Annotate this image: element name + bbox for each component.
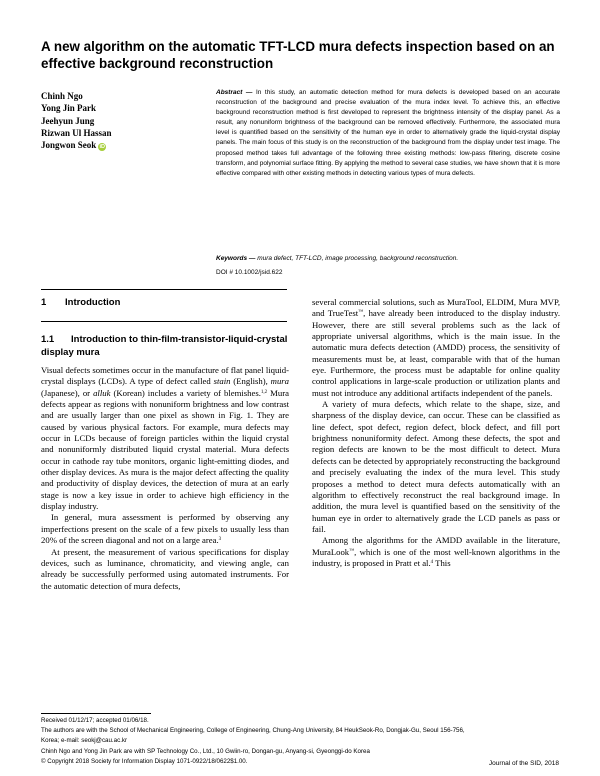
term: stain — [213, 376, 231, 387]
section-rule — [41, 289, 287, 290]
left-column — [41, 365, 289, 592]
text-run: , have already been introduced to the display industry. However, there are still several problems such as the lack of appropriate universal algorithms, which is the main issue. In the automatic mura defects detection (AMDD) process, the sensitivity of measurements must be, at least, comparable with that of the human eye. Furthermore, the process must be adaptable for online quality control applications in large-scale production or utilization plants and must not introduce any additional artifacts independent of the panels. — [312, 308, 560, 398]
section-rule — [41, 321, 287, 322]
text-run: (English), — [230, 376, 271, 387]
abstract — [216, 88, 560, 179]
trademark-symbol: ™ — [349, 548, 355, 554]
term: mura — [270, 376, 290, 387]
subsection-heading — [41, 333, 301, 359]
text-run: In general, mura assessment is performed by observing any imperfections present on the scale of a few pixels to usually less than 20% of the screen diagonal and not on a large area. — [41, 512, 289, 546]
text-run: Among the algorithms for the AMDD available in the literature, MuraLook — [312, 535, 560, 557]
section-number: 1 — [41, 297, 47, 308]
text-run: Mura defects appear as regions with nonuniform brightness and low contrast and are usually larger than one pixel as shown in Fig. 1. They are caused by various physical factors. For example, mura defects may occur in LCDs because of foreign particles within the liquid crystal and nonuniformly distributed liquid crystal material. Mura defects occur in cathode ray tube monitors, organic light-emitting diodes, and other display devices. As mura is the major defect affecting the quality and productivity of display devices, the detection of mura at an early stage is now a key issue in order to achieve high efficiency in the display industry. — [41, 387, 289, 512]
paragraph: A variety of mura defects, which relate to the shape, size, and sharpness of the display device, can occur. These can be classified as line defect, spot defect, region defect, block defect, and fill port brightness nonuniformity defect. Among these defects, the spot and region defects are known to be the most difficult to detect. Mura defects can be detected by appropriately reconstructing the background and precisely evaluating the index of the mura level. This study proposes a method to detect mura defects automatically with an algorithm to effectively reconstruct the real background image. In addition, the mura level is quantified based on the sensitivity of the human eye in order to alternatively grade the LCD panels as pass or fail. — [312, 399, 560, 534]
section-title: Introduction — [65, 297, 121, 308]
footnote-line: Chinh Ngo and Yong Jin Park are with SP Technology Co., Ltd., 10 Gwiin-ro, Dongan-gu, Anyang-si, Gyeonggi-do Korea — [41, 747, 370, 755]
paragraph — [312, 535, 560, 569]
author-name: Jongwon Seok — [41, 140, 97, 151]
paper-title: A new algorithm on the automatic TFT-LCD mura defects inspection based on an effective background reconstruction — [41, 39, 555, 71]
text-run: Visual defects sometimes occur in the manufacture of flat panel liquid-crystal displays (LCDs). A type of defect called — [41, 365, 289, 387]
keywords — [216, 254, 560, 264]
footnotes — [41, 716, 561, 767]
text-run: , which is one of the most well-known algorithms in the industry, is proposed in Pratt et al. — [312, 546, 560, 568]
author-name: Chinh Ngo — [41, 91, 83, 101]
text-run: (Korean) includes a variety of blemishes. — [110, 387, 261, 398]
abstract-label: Abstract — — [216, 89, 253, 96]
paragraph: At present, the measurement of various specifications for display devices, such as luminance, chromaticity, and viewing angle, can already be successfully performed using automated instruments. For the automatic detection of mura defects, — [41, 546, 289, 591]
subsection-number: 1.1 — [41, 334, 55, 345]
text-run: several commercial solutions, such as MuraTool, ELDIM, Mura MVP, and TrueTest — [312, 297, 560, 319]
keywords-text: mura defect, TFT-LCD, image processing, background reconstruction. — [257, 255, 459, 262]
citation-ref[interactable]: 3 — [218, 537, 222, 543]
orcid-icon[interactable]: iD — [99, 144, 106, 151]
footnote-line: The authors are with the School of Mechanical Engineering, College of Engineering, Chung-Ang University, 84 HeukSeok-Ro, Dongjak-Gu, Seoul 156-756, — [41, 727, 465, 735]
author-name: Jeehyun Jung — [41, 115, 95, 126]
author-list — [41, 90, 201, 151]
text-run: This — [433, 557, 451, 568]
paragraph — [312, 297, 560, 399]
journal-footer: Journal of the SID, 2018 — [488, 760, 559, 767]
term: alluk — [93, 387, 111, 398]
footnote-line: Korea; e-mail: seokj@cau.ac.kr — [41, 737, 128, 745]
text-run: (Japanese), or — [41, 387, 94, 398]
paragraph — [41, 365, 289, 512]
doi[interactable]: DOI # 10.1002/jsid.622 — [216, 269, 283, 276]
section-heading — [41, 297, 120, 308]
footnote-line: © Copyright 2018 Society for Information Display 1071-0922/18/0622$1.00. — [41, 757, 248, 765]
right-column — [312, 297, 560, 569]
abstract-text: In this study, an automatic detection method for mura defects is developed based on an accurate reconstruction of the background and precise evaluation of the mura index level. To achieve this, an effective background reconstruction method is first developed to represent the brightness intensity of the display panel. As a result, any nonuniform brightness of the background can be removed effectively. Furthermore, the associated mura level is quantified based on the sensitivity of the human eye in order to alternatively grade the liquid-crystal display panels. The main focus of this study is on the reconstruction of the background from the display under test image. The proposed method takes full advantage of the following three existing methods: low-pass filtering, discrete cosine transform, and polynomial surface fitting. By applying the method to several case studies, we have shown that it is more effective compared with other existing methods in detecting various types of mura defects. — [216, 89, 560, 177]
author-name: Rizwan Ul Hassan — [41, 127, 112, 138]
paragraph — [41, 512, 289, 546]
footnote-rule — [41, 713, 151, 714]
footnote-line: Received 01/12/17; accepted 01/06/18. — [41, 717, 149, 724]
author-row — [41, 139, 201, 151]
citation-ref[interactable]: 1,2 — [260, 389, 268, 395]
author-name: Yong Jin Park — [41, 103, 97, 114]
trademark-symbol: ™ — [358, 310, 364, 316]
citation-ref[interactable]: 4 — [430, 559, 434, 565]
subsection-title: Introduction to thin-film-transistor-liquid-crystal display mura — [41, 334, 288, 358]
keywords-label: Keywords — — [216, 255, 256, 262]
